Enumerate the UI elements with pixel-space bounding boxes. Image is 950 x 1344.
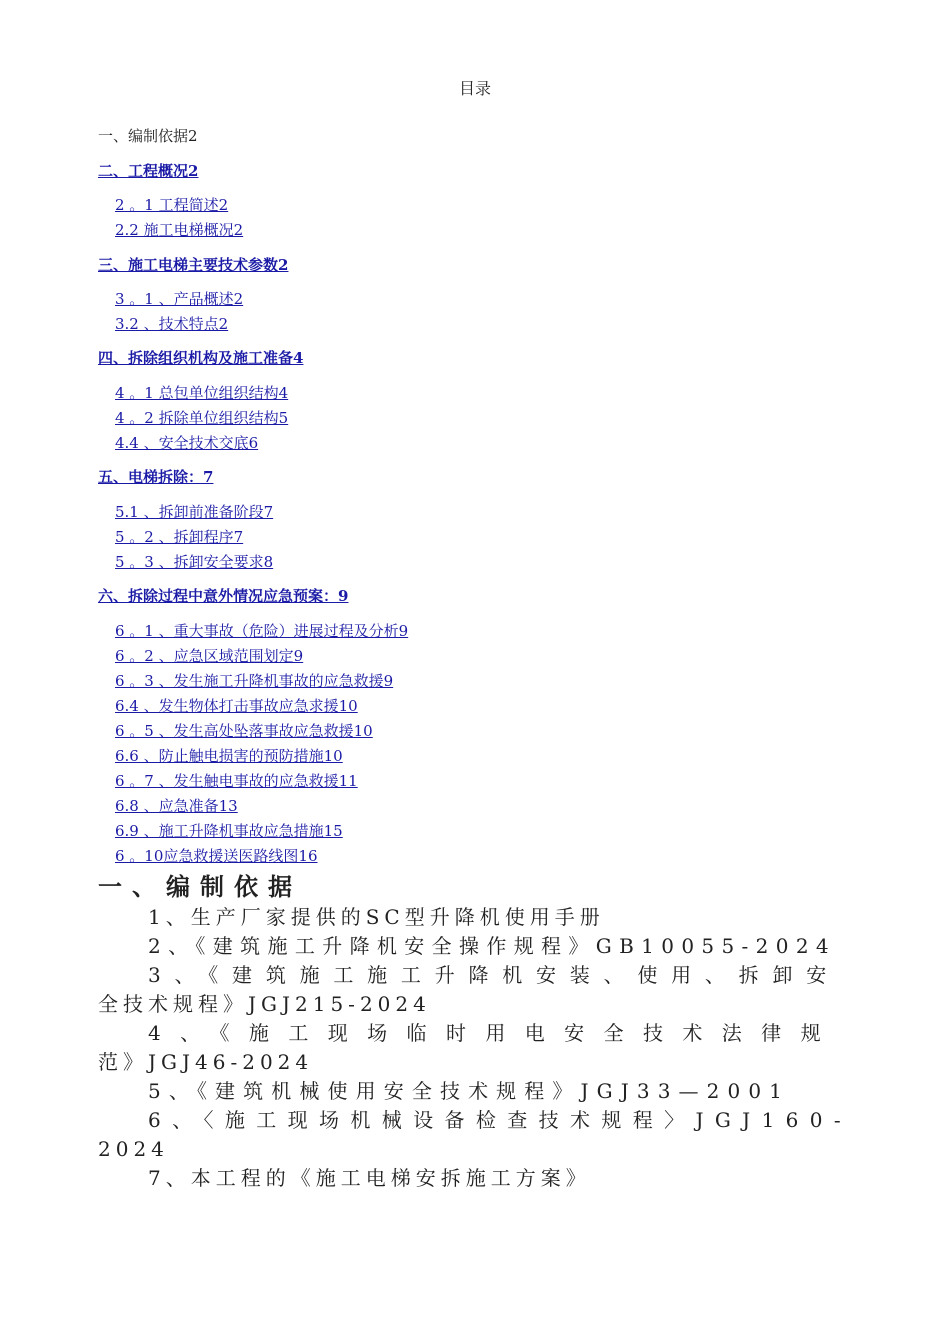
toc-subentry[interactable]: 3 。1 、产品概述2 — [115, 290, 244, 308]
toc-subentry[interactable]: 3.2 、技术特点2 — [115, 315, 229, 333]
toc-entry[interactable]: 三、施工电梯主要技术参数2 — [98, 256, 289, 274]
toc-subentry[interactable]: 6.9 、施工升降机事故应急措施15 — [115, 822, 343, 840]
body-line: 7、本工程的《施工电梯安拆施工方案》 — [148, 1166, 591, 1190]
toc-entry[interactable]: 四、拆除组织机构及施工准备4 — [98, 349, 304, 367]
toc-subentry[interactable]: 2 。1 工程简述2 — [115, 196, 229, 214]
toc-entry[interactable]: 五、电梯拆除：7 — [98, 468, 214, 486]
toc-entry: 一、编制依据2 — [98, 127, 198, 145]
toc-subentry[interactable]: 2.2 施工电梯概况2 — [115, 221, 244, 239]
body-line: 3、《建筑施工施工升降机安装、使用、拆卸安 — [148, 963, 840, 987]
body-line: 1、生产厂家提供的SC型升降机使用手册 — [148, 905, 605, 929]
toc-subentry[interactable]: 6 。3 、发生施工升降机事故的应急救援9 — [115, 672, 394, 690]
toc-subentry[interactable]: 6.4 、发生物体打击事故应急求援10 — [115, 697, 358, 715]
body-line: 全技术规程》JGJ215-2024 — [98, 992, 431, 1016]
body-line: 2、《建筑施工升降机安全操作规程》GB10055-2024 — [148, 934, 836, 958]
toc-subentry[interactable]: 6 。10应急救援送医路线图16 — [115, 847, 318, 865]
toc-subentry[interactable]: 6 。1 、重大事故（危险）进展过程及分析9 — [115, 622, 409, 640]
toc-subentry[interactable]: 4.4 、安全技术交底6 — [115, 434, 259, 452]
toc-subentry[interactable]: 4 。1 总包单位组织结构4 — [115, 384, 289, 402]
toc-subentry[interactable]: 6.8 、应急准备13 — [115, 797, 238, 815]
toc-subentry[interactable]: 5 。2 、拆卸程序7 — [115, 528, 244, 546]
toc-subentry[interactable]: 6.6 、防止触电损害的预防措施10 — [115, 747, 343, 765]
toc-title: 目录 — [458, 79, 491, 98]
toc-subentry[interactable]: 5 。3 、拆卸安全要求8 — [115, 553, 274, 571]
toc-entry[interactable]: 二、工程概况2 — [98, 162, 199, 180]
toc-subentry[interactable]: 4 。2 拆除单位组织结构5 — [115, 409, 289, 427]
section-heading: 一、编制依据 — [98, 872, 302, 901]
toc-subentry[interactable]: 5.1 、拆卸前准备阶段7 — [115, 503, 274, 521]
toc-subentry[interactable]: 6 。7 、发生触电事故的应急救援11 — [115, 772, 358, 790]
toc-subentry[interactable]: 6 。5 、发生高处坠落事故应急救援10 — [115, 722, 373, 740]
body-line: 2024 — [98, 1137, 169, 1161]
body-line: 范》JGJ46-2024 — [98, 1050, 314, 1074]
toc-entry[interactable]: 六、拆除过程中意外情况应急预案：9 — [98, 587, 349, 605]
body-line: 6、〈施工现场机械设备检查技术规程〉JGJ160- — [148, 1108, 852, 1132]
body-line: 4、《施工现场临时用电安全技术法律规 — [148, 1021, 840, 1045]
body-line: 5、《建筑机械使用安全技术规程》JGJ33—2001 — [148, 1079, 790, 1103]
toc-subentry[interactable]: 6 。2 、应急区域范围划定9 — [115, 647, 304, 665]
